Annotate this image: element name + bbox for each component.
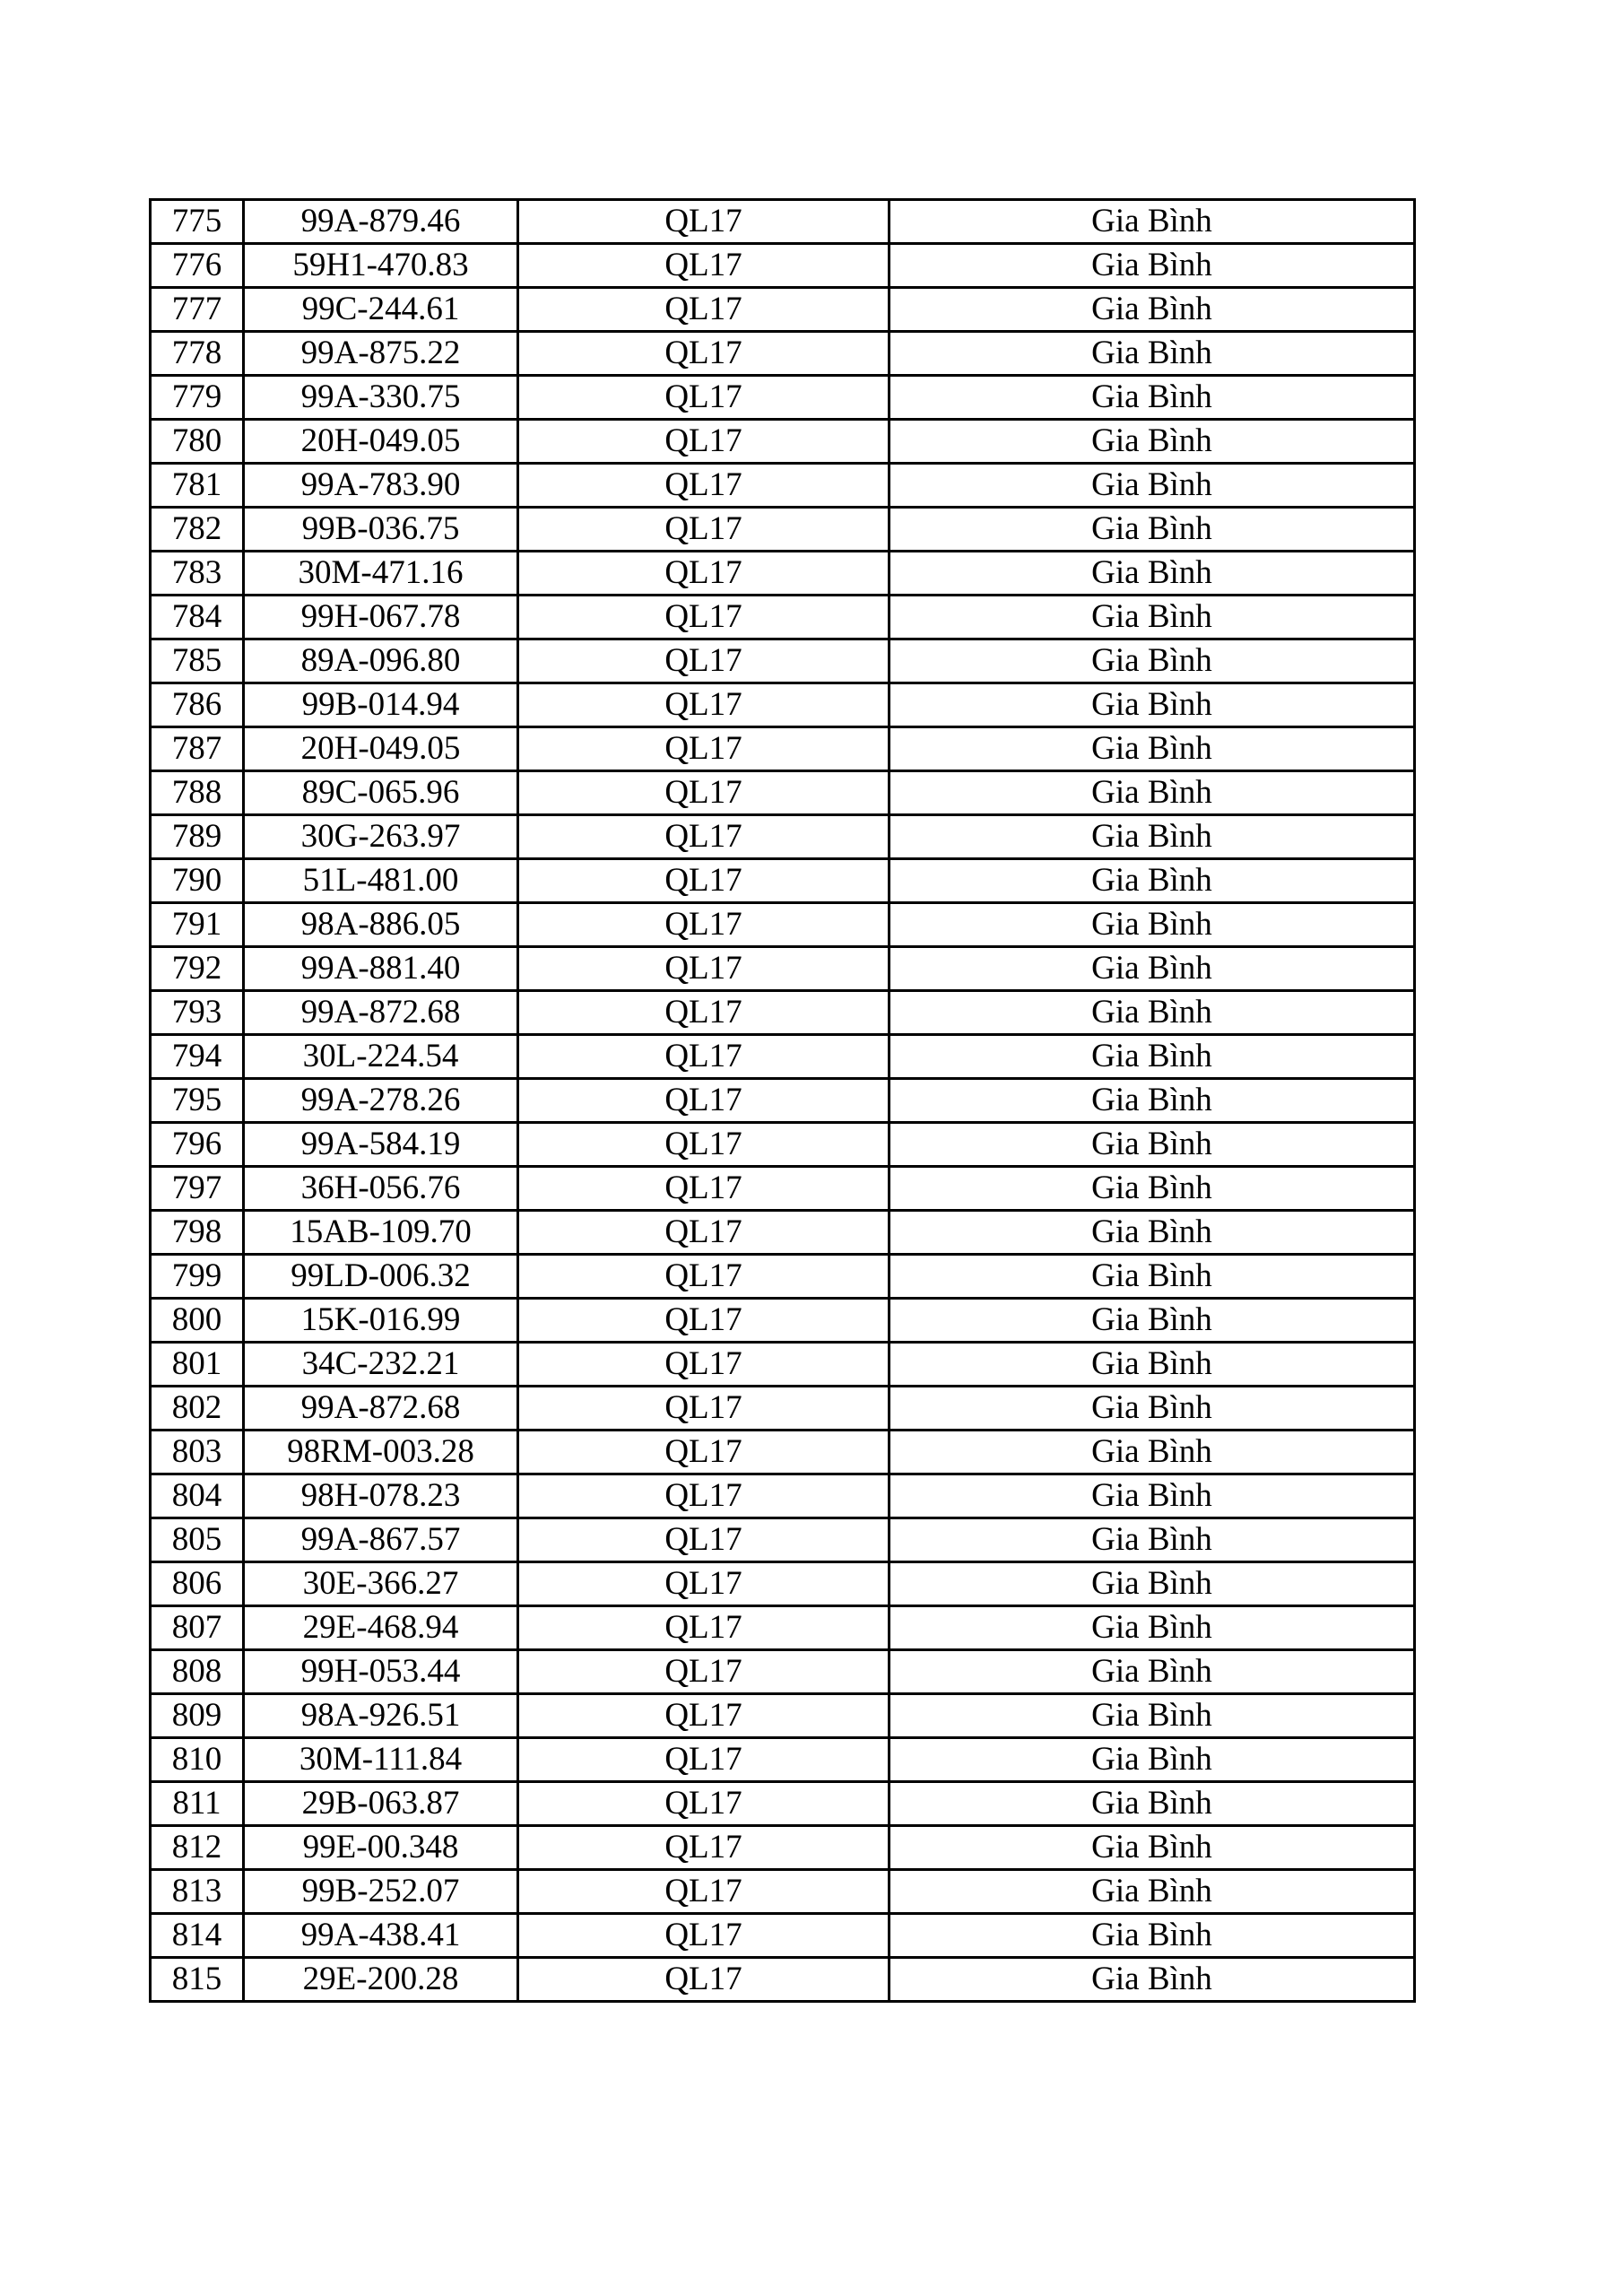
district-cell: Gia Bình — [890, 508, 1415, 552]
row-number-cell: 804 — [151, 1474, 244, 1518]
row-number-cell: 775 — [151, 200, 244, 244]
license-plate-cell: 30E-366.27 — [244, 1562, 518, 1606]
district-cell: Gia Bình — [890, 1474, 1415, 1518]
table-row — [151, 200, 1415, 244]
district-cell: Gia Bình — [890, 552, 1415, 596]
row-number-cell: 805 — [151, 1518, 244, 1562]
table-row — [151, 376, 1415, 420]
license-plate-cell: 99A-867.57 — [244, 1518, 518, 1562]
district-cell: Gia Bình — [890, 1343, 1415, 1387]
district-cell: Gia Bình — [890, 947, 1415, 991]
row-number-cell: 810 — [151, 1738, 244, 1782]
license-plate-cell: 34C-232.21 — [244, 1343, 518, 1387]
district-cell: Gia Bình — [890, 991, 1415, 1035]
district-cell: Gia Bình — [890, 1035, 1415, 1079]
table-row — [151, 288, 1415, 332]
license-plate-cell: 99A-872.68 — [244, 1387, 518, 1431]
table-body — [151, 200, 1415, 2002]
row-number-cell: 789 — [151, 815, 244, 859]
route-cell: QL17 — [518, 683, 890, 727]
route-cell: QL17 — [518, 1474, 890, 1518]
table-row — [151, 1826, 1415, 1870]
route-cell: QL17 — [518, 1431, 890, 1474]
district-cell: Gia Bình — [890, 1650, 1415, 1694]
district-cell: Gia Bình — [890, 1870, 1415, 1914]
violations-table — [149, 198, 1416, 2003]
row-number-cell: 793 — [151, 991, 244, 1035]
row-number-cell: 788 — [151, 771, 244, 815]
row-number-cell: 776 — [151, 244, 244, 288]
table-row — [151, 1255, 1415, 1299]
row-number-cell: 780 — [151, 420, 244, 464]
district-cell: Gia Bình — [890, 1958, 1415, 2002]
row-number-cell: 803 — [151, 1431, 244, 1474]
district-cell: Gia Bình — [890, 288, 1415, 332]
route-cell: QL17 — [518, 288, 890, 332]
district-cell: Gia Bình — [890, 1518, 1415, 1562]
license-plate-cell: 99A-438.41 — [244, 1914, 518, 1958]
route-cell: QL17 — [518, 376, 890, 420]
license-plate-cell: 29E-200.28 — [244, 1958, 518, 2002]
district-cell: Gia Bình — [890, 1914, 1415, 1958]
table-row — [151, 771, 1415, 815]
table-row — [151, 244, 1415, 288]
table-row — [151, 1650, 1415, 1694]
route-cell: QL17 — [518, 1035, 890, 1079]
route-cell: QL17 — [518, 771, 890, 815]
row-number-cell: 777 — [151, 288, 244, 332]
route-cell: QL17 — [518, 1255, 890, 1299]
license-plate-cell: 15K-016.99 — [244, 1299, 518, 1343]
license-plate-cell: 98RM-003.28 — [244, 1431, 518, 1474]
row-number-cell: 808 — [151, 1650, 244, 1694]
license-plate-cell: 89A-096.80 — [244, 639, 518, 683]
route-cell: QL17 — [518, 947, 890, 991]
district-cell: Gia Bình — [890, 1123, 1415, 1167]
row-number-cell: 794 — [151, 1035, 244, 1079]
district-cell: Gia Bình — [890, 1694, 1415, 1738]
route-cell: QL17 — [518, 727, 890, 771]
route-cell: QL17 — [518, 1079, 890, 1123]
district-cell: Gia Bình — [890, 639, 1415, 683]
table-row — [151, 1167, 1415, 1211]
route-cell: QL17 — [518, 596, 890, 639]
license-plate-cell: 98A-926.51 — [244, 1694, 518, 1738]
license-plate-cell: 30M-111.84 — [244, 1738, 518, 1782]
route-cell: QL17 — [518, 200, 890, 244]
route-cell: QL17 — [518, 1167, 890, 1211]
table-row — [151, 1079, 1415, 1123]
table-row — [151, 947, 1415, 991]
table-row — [151, 639, 1415, 683]
table-row — [151, 1738, 1415, 1782]
license-plate-cell: 29E-468.94 — [244, 1606, 518, 1650]
row-number-cell: 786 — [151, 683, 244, 727]
row-number-cell: 798 — [151, 1211, 244, 1255]
license-plate-cell: 15AB-109.70 — [244, 1211, 518, 1255]
table-row — [151, 1474, 1415, 1518]
table-row — [151, 903, 1415, 947]
row-number-cell: 796 — [151, 1123, 244, 1167]
license-plate-cell: 99A-881.40 — [244, 947, 518, 991]
district-cell: Gia Bình — [890, 1606, 1415, 1650]
row-number-cell: 806 — [151, 1562, 244, 1606]
route-cell: QL17 — [518, 1123, 890, 1167]
district-cell: Gia Bình — [890, 1387, 1415, 1431]
row-number-cell: 814 — [151, 1914, 244, 1958]
license-plate-cell: 51L-481.00 — [244, 859, 518, 903]
district-cell: Gia Bình — [890, 200, 1415, 244]
table-row — [151, 1782, 1415, 1826]
row-number-cell: 807 — [151, 1606, 244, 1650]
row-number-cell: 812 — [151, 1826, 244, 1870]
license-plate-cell: 59H1-470.83 — [244, 244, 518, 288]
license-plate-cell: 20H-049.05 — [244, 420, 518, 464]
row-number-cell: 792 — [151, 947, 244, 991]
route-cell: QL17 — [518, 1870, 890, 1914]
table-row — [151, 464, 1415, 508]
license-plate-cell: 99E-00.348 — [244, 1826, 518, 1870]
district-cell: Gia Bình — [890, 1431, 1415, 1474]
district-cell: Gia Bình — [890, 1211, 1415, 1255]
row-number-cell: 801 — [151, 1343, 244, 1387]
row-number-cell: 785 — [151, 639, 244, 683]
license-plate-cell: 99C-244.61 — [244, 288, 518, 332]
route-cell: QL17 — [518, 1650, 890, 1694]
row-number-cell: 783 — [151, 552, 244, 596]
route-cell: QL17 — [518, 1299, 890, 1343]
table-row — [151, 1211, 1415, 1255]
district-cell: Gia Bình — [890, 859, 1415, 903]
district-cell: Gia Bình — [890, 1167, 1415, 1211]
row-number-cell: 799 — [151, 1255, 244, 1299]
license-plate-cell: 99B-252.07 — [244, 1870, 518, 1914]
route-cell: QL17 — [518, 464, 890, 508]
route-cell: QL17 — [518, 1826, 890, 1870]
row-number-cell: 802 — [151, 1387, 244, 1431]
table-row — [151, 1387, 1415, 1431]
license-plate-cell: 20H-049.05 — [244, 727, 518, 771]
license-plate-cell: 29B-063.87 — [244, 1782, 518, 1826]
license-plate-cell: 36H-056.76 — [244, 1167, 518, 1211]
route-cell: QL17 — [518, 991, 890, 1035]
row-number-cell: 778 — [151, 332, 244, 376]
table-row — [151, 1870, 1415, 1914]
route-cell: QL17 — [518, 1958, 890, 2002]
route-cell: QL17 — [518, 1518, 890, 1562]
route-cell: QL17 — [518, 508, 890, 552]
license-plate-cell: 99A-278.26 — [244, 1079, 518, 1123]
row-number-cell: 815 — [151, 1958, 244, 2002]
table-row — [151, 1694, 1415, 1738]
district-cell: Gia Bình — [890, 1782, 1415, 1826]
district-cell: Gia Bình — [890, 332, 1415, 376]
table-row — [151, 1123, 1415, 1167]
table-row — [151, 1958, 1415, 2002]
table-row — [151, 859, 1415, 903]
route-cell: QL17 — [518, 332, 890, 376]
license-plate-cell: 99A-783.90 — [244, 464, 518, 508]
district-cell: Gia Bình — [890, 1255, 1415, 1299]
row-number-cell: 791 — [151, 903, 244, 947]
license-plate-cell: 99A-330.75 — [244, 376, 518, 420]
license-plate-cell: 99B-014.94 — [244, 683, 518, 727]
row-number-cell: 787 — [151, 727, 244, 771]
route-cell: QL17 — [518, 1211, 890, 1255]
district-cell: Gia Bình — [890, 1299, 1415, 1343]
license-plate-cell: 89C-065.96 — [244, 771, 518, 815]
license-plate-cell: 98A-886.05 — [244, 903, 518, 947]
district-cell: Gia Bình — [890, 596, 1415, 639]
row-number-cell: 800 — [151, 1299, 244, 1343]
table-row — [151, 596, 1415, 639]
route-cell: QL17 — [518, 420, 890, 464]
district-cell: Gia Bình — [890, 420, 1415, 464]
table-row — [151, 1914, 1415, 1958]
route-cell: QL17 — [518, 552, 890, 596]
row-number-cell: 797 — [151, 1167, 244, 1211]
route-cell: QL17 — [518, 1343, 890, 1387]
route-cell: QL17 — [518, 903, 890, 947]
license-plate-cell: 99LD-006.32 — [244, 1255, 518, 1299]
row-number-cell: 779 — [151, 376, 244, 420]
district-cell: Gia Bình — [890, 1079, 1415, 1123]
district-cell: Gia Bình — [890, 244, 1415, 288]
district-cell: Gia Bình — [890, 1826, 1415, 1870]
license-plate-cell: 99H-067.78 — [244, 596, 518, 639]
district-cell: Gia Bình — [890, 683, 1415, 727]
license-plate-cell: 30G-263.97 — [244, 815, 518, 859]
district-cell: Gia Bình — [890, 771, 1415, 815]
route-cell: QL17 — [518, 639, 890, 683]
row-number-cell: 784 — [151, 596, 244, 639]
table-row — [151, 332, 1415, 376]
table-row — [151, 727, 1415, 771]
table-row — [151, 1299, 1415, 1343]
district-cell: Gia Bình — [890, 903, 1415, 947]
row-number-cell: 809 — [151, 1694, 244, 1738]
table-row — [151, 1606, 1415, 1650]
license-plate-cell: 99A-872.68 — [244, 991, 518, 1035]
license-plate-cell: 98H-078.23 — [244, 1474, 518, 1518]
license-plate-cell: 99A-879.46 — [244, 200, 518, 244]
route-cell: QL17 — [518, 1782, 890, 1826]
row-number-cell: 790 — [151, 859, 244, 903]
table-row — [151, 508, 1415, 552]
district-cell: Gia Bình — [890, 464, 1415, 508]
row-number-cell: 782 — [151, 508, 244, 552]
table-row — [151, 683, 1415, 727]
table-row — [151, 1562, 1415, 1606]
district-cell: Gia Bình — [890, 1738, 1415, 1782]
row-number-cell: 795 — [151, 1079, 244, 1123]
table-row — [151, 1343, 1415, 1387]
route-cell: QL17 — [518, 859, 890, 903]
district-cell: Gia Bình — [890, 727, 1415, 771]
district-cell: Gia Bình — [890, 815, 1415, 859]
table-row — [151, 1431, 1415, 1474]
table-row — [151, 815, 1415, 859]
route-cell: QL17 — [518, 815, 890, 859]
license-plate-cell: 30L-224.54 — [244, 1035, 518, 1079]
table-row — [151, 1518, 1415, 1562]
table-row — [151, 552, 1415, 596]
row-number-cell: 781 — [151, 464, 244, 508]
table-row — [151, 420, 1415, 464]
route-cell: QL17 — [518, 1738, 890, 1782]
row-number-cell: 813 — [151, 1870, 244, 1914]
district-cell: Gia Bình — [890, 1562, 1415, 1606]
table-row — [151, 1035, 1415, 1079]
license-plate-cell: 30M-471.16 — [244, 552, 518, 596]
route-cell: QL17 — [518, 244, 890, 288]
table-row — [151, 991, 1415, 1035]
district-cell: Gia Bình — [890, 376, 1415, 420]
route-cell: QL17 — [518, 1694, 890, 1738]
license-plate-cell: 99B-036.75 — [244, 508, 518, 552]
route-cell: QL17 — [518, 1562, 890, 1606]
route-cell: QL17 — [518, 1914, 890, 1958]
row-number-cell: 811 — [151, 1782, 244, 1826]
license-plate-cell: 99A-875.22 — [244, 332, 518, 376]
license-plate-cell: 99A-584.19 — [244, 1123, 518, 1167]
route-cell: QL17 — [518, 1606, 890, 1650]
route-cell: QL17 — [518, 1387, 890, 1431]
license-plate-cell: 99H-053.44 — [244, 1650, 518, 1694]
